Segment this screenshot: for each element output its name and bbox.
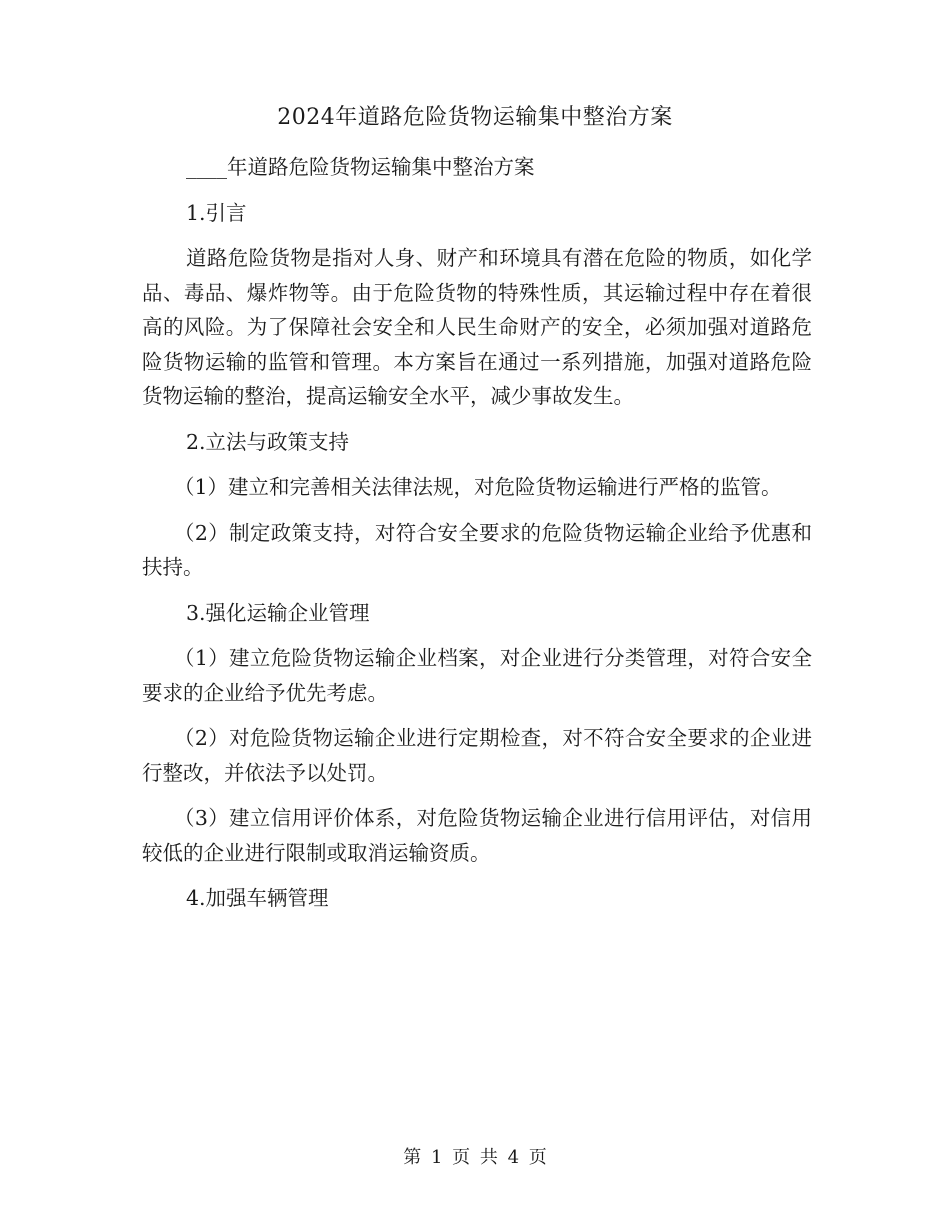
section-heading-vehicle: 4.加强车辆管理 <box>186 886 329 910</box>
list-item: （2）对危险货物运输企业进行定期检查，对不符合安全要求的企业进行整改，并依法予以处罚。 <box>142 726 812 785</box>
section-heading-legislation: 2.立法与政策支持 <box>186 429 350 454</box>
subtitle: ____年道路危险货物运输集中整治方案 <box>186 155 535 179</box>
page-footer: 第 1 页 共 4 页 <box>403 1147 547 1168</box>
document-body <box>142 150 812 916</box>
section-heading-enterprise: 3.强化运输企业管理 <box>186 600 370 625</box>
list-item: （1）建立危险货物运输企业档案，对企业进行分类管理，对符合安全要求的企业给予优先考虑。 <box>142 646 812 705</box>
list-item: （1）建立和完善相关法律法规，对危险货物运输进行严格的监管。 <box>174 475 782 499</box>
paragraph-intro: 道路危险货物是指对人身、财产和环境具有潜在危险的物质，如化学品、毒品、爆炸物等。由于危险货物的特殊性质，其运输过程中存在着很高的风险。为了保障社会安全和人民生命财产的安全，必须加强对道路危险货物运输的监管和管理。本方案旨在通过一系列措施，加强对道路危险货物运输的整治，提高运输安全水平，减少事故发生。 <box>142 246 812 408</box>
document-title: 2024年道路危险货物运输集中整治方案 <box>277 105 673 130</box>
section-heading-intro: 1.引言 <box>186 200 247 225</box>
list-item: （3）建立信用评价体系，对危险货物运输企业进行信用评估，对信用较低的企业进行限制或取消运输资质。 <box>142 806 812 865</box>
list-item: （2）制定政策支持，对符合安全要求的危险货物运输企业给予优惠和扶持。 <box>142 520 812 579</box>
